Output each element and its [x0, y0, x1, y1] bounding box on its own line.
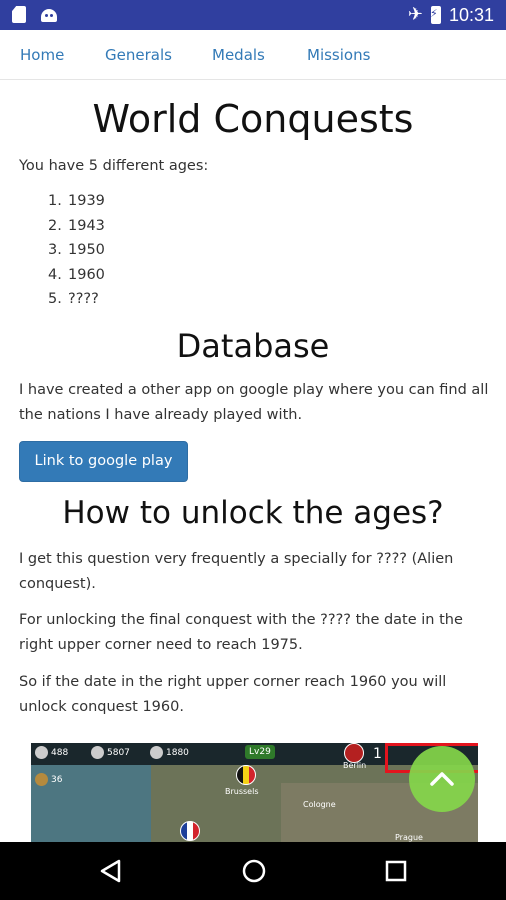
- top-nav: [0, 30, 506, 80]
- unlock-paragraph-2: For unlocking the final conquest with the ???? the date in the right upper corner need to reach 1975.: [19, 612, 463, 653]
- list-item: 3. 1950: [48, 242, 105, 259]
- system-navigation-bar: [0, 842, 506, 900]
- nav-generals-link[interactable]: Generals: [105, 46, 172, 64]
- map-label: Prague: [395, 833, 423, 842]
- france-flag-icon: [180, 821, 200, 841]
- page-content: [0, 81, 506, 842]
- recents-button[interactable]: [382, 857, 410, 885]
- back-triangle-icon: [97, 857, 125, 885]
- map-label: Berlin: [343, 761, 367, 770]
- database-heading: Database: [176, 327, 330, 365]
- list-item: 4. 1960: [48, 266, 105, 283]
- list-item: 5. ????: [48, 291, 99, 308]
- list-item: 1. 1939: [48, 193, 105, 209]
- home-button[interactable]: [240, 857, 268, 885]
- nav-medals-link[interactable]: Medals: [212, 46, 265, 64]
- list-item: 2. 1943: [48, 217, 105, 234]
- status-clock: 10:31: [448, 5, 494, 25]
- germany-flag-icon: [344, 743, 364, 763]
- chevron-up-icon: [427, 764, 457, 794]
- hud-general-stat: 36: [35, 773, 62, 786]
- ages-intro-text: You have 5 different ages:: [19, 158, 209, 174]
- back-button[interactable]: [97, 857, 125, 885]
- gear-icon: [35, 746, 48, 759]
- page-title: World Conquests: [92, 97, 414, 141]
- belgium-flag-icon: [236, 765, 256, 785]
- unlock-paragraph-1: I get this question very frequently a specially for ???? (Alien conquest).: [19, 551, 454, 592]
- status-bar: [0, 0, 506, 30]
- nav-home-link[interactable]: Home: [20, 46, 65, 64]
- nuke-icon: [150, 746, 163, 759]
- hud-nuke-stat: 1880: [150, 746, 189, 759]
- nav-missions-link[interactable]: Missions: [307, 46, 371, 64]
- unlock-paragraph-3: So if the date in the right upper corner reach 1960 you will unlock conquest 1960.: [19, 674, 447, 715]
- ages-list: [48, 189, 105, 312]
- google-play-link-button[interactable]: Link to google play: [19, 441, 188, 482]
- hud-gear-stat: 488: [35, 746, 68, 759]
- general-icon: [35, 773, 48, 786]
- map-label: Cologne: [303, 800, 336, 809]
- scroll-to-top-button[interactable]: [409, 746, 475, 812]
- android-icon: [40, 6, 58, 22]
- database-text: I have created a other app on google play where you can find all the nations I have already played with.: [19, 382, 489, 423]
- recents-square-icon: [382, 857, 410, 885]
- level-badge: Lv29: [245, 745, 275, 759]
- unlock-heading: How to unlock the ages?: [62, 495, 444, 531]
- battery-charging-icon: [431, 6, 441, 24]
- airplane-mode-icon: ✈: [407, 4, 423, 25]
- year-digit: 1: [373, 746, 382, 762]
- hud-industry-stat: 5807: [91, 746, 130, 759]
- home-circle-icon: [240, 857, 268, 885]
- industry-icon: [91, 746, 104, 759]
- sd-card-icon: [12, 6, 26, 23]
- map-label: Brussels: [225, 787, 259, 796]
